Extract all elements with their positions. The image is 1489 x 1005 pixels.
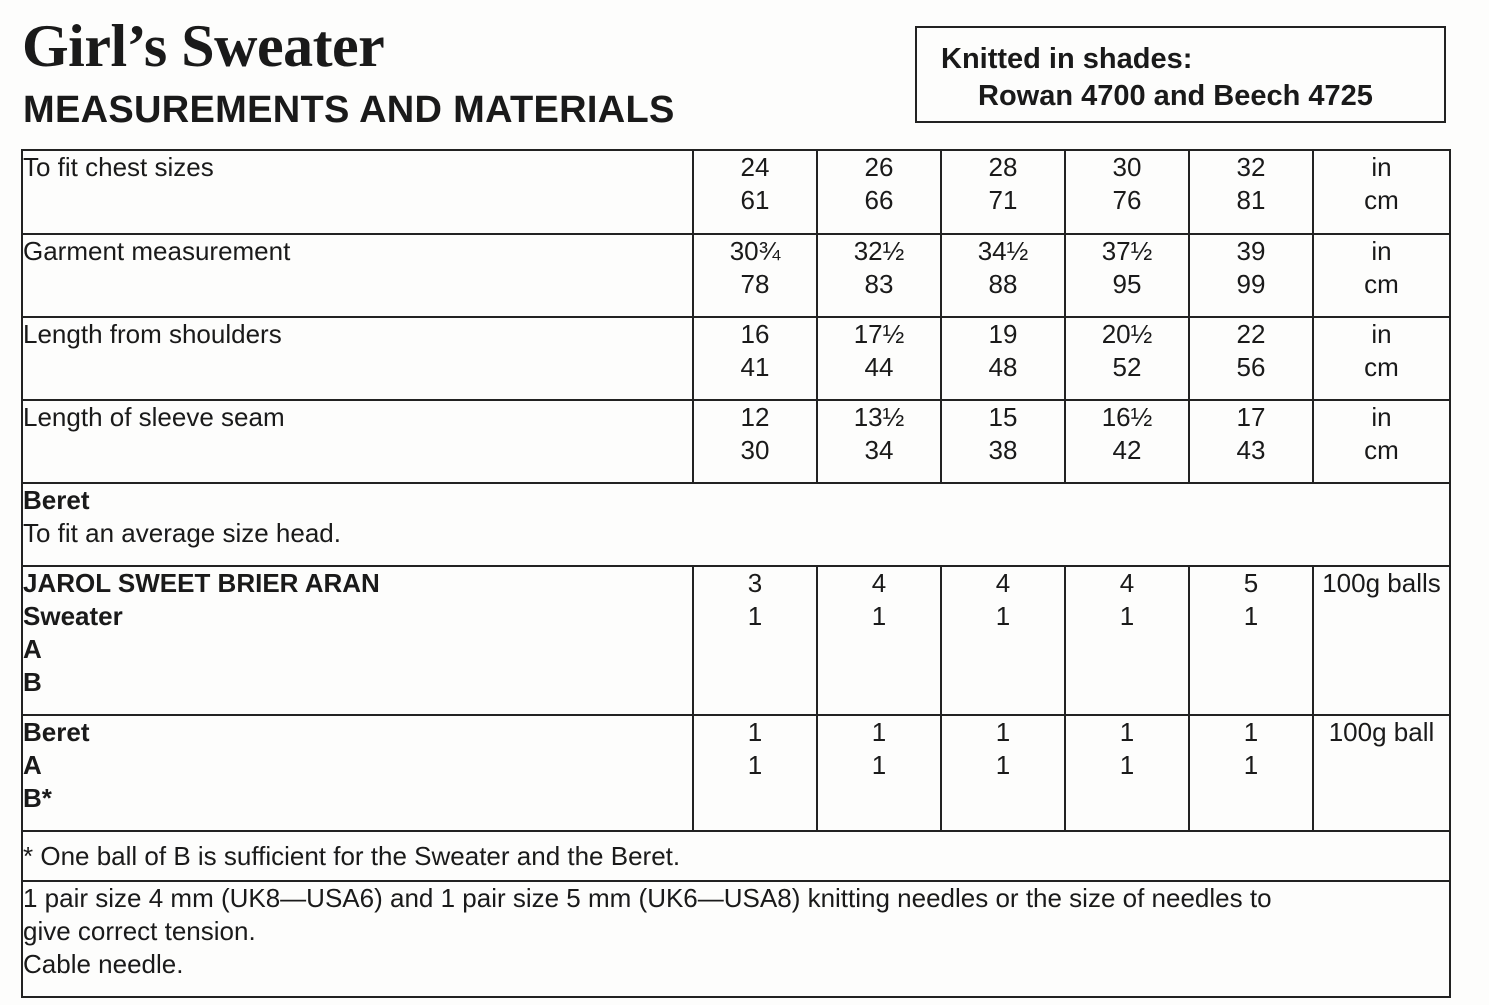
value-cm: 71 (988, 185, 1018, 215)
value-b: 1 (995, 750, 1011, 780)
value-b: 1 (871, 750, 887, 780)
value-b: 1 (1243, 601, 1259, 631)
value-a: 4 (995, 568, 1011, 598)
value-in: 13½ (853, 402, 905, 432)
size-cell (1065, 715, 1189, 831)
value-cm: 78 (740, 269, 770, 299)
value-in: 16½ (1101, 402, 1153, 432)
page-subtitle: MEASUREMENTS AND MATERIALS (23, 89, 675, 131)
value-cm: 44 (864, 352, 894, 382)
size-cell (693, 150, 817, 234)
needles-cell (22, 881, 1450, 997)
value-b: 1 (995, 601, 1011, 631)
table-row-garment (22, 234, 1450, 317)
value-in: 39 (1236, 236, 1266, 266)
value-in: 37½ (1101, 236, 1153, 266)
sweater-heading: Sweater (23, 601, 123, 631)
value-cm: 81 (1236, 185, 1266, 215)
page-title: Girl’s Sweater (22, 13, 385, 79)
value-a: 1 (747, 717, 763, 747)
value-cm: 56 (1236, 352, 1266, 382)
size-cell (817, 150, 941, 234)
table-row-needles (22, 881, 1450, 997)
size-cell (817, 715, 941, 831)
size-cell (1065, 317, 1189, 400)
value-a: 1 (1243, 717, 1259, 747)
needles-line-3: Cable needle. (23, 949, 184, 979)
value-in: 15 (988, 402, 1018, 432)
sweater-a-label: A (23, 634, 42, 664)
beret-b-label: B* (23, 783, 52, 813)
size-cell (1189, 234, 1313, 317)
value-cm: 42 (1112, 435, 1142, 465)
row-label: Garment measurement (22, 234, 693, 317)
value-a: 4 (1119, 568, 1135, 598)
shades-box (915, 26, 1446, 123)
value-in: 17½ (853, 319, 905, 349)
value-in: 30 (1112, 152, 1142, 182)
size-cell (941, 317, 1065, 400)
row-label: Length of sleeve seam (22, 400, 693, 483)
unit-cm: cm (1364, 352, 1399, 382)
value-cm: 66 (864, 185, 894, 215)
size-cell (693, 400, 817, 483)
size-cell (693, 317, 817, 400)
row-label: To fit chest sizes (22, 150, 693, 234)
value-in: 20½ (1101, 319, 1153, 349)
unit-in: in (1371, 402, 1392, 432)
size-cell (693, 566, 817, 715)
value-b: 1 (1119, 601, 1135, 631)
value-cm: 52 (1112, 352, 1142, 382)
unit-in: in (1371, 319, 1392, 349)
value-in: 34½ (977, 236, 1029, 266)
size-cell (817, 317, 941, 400)
size-cell (1065, 150, 1189, 234)
value-in: 17 (1236, 402, 1266, 432)
table-row-footnote (22, 831, 1450, 881)
shades-colors: Rowan 4700 and Beech 4725 (978, 80, 1373, 112)
value-b: 1 (747, 750, 763, 780)
size-cell (1065, 234, 1189, 317)
unit-cm: cm (1364, 435, 1399, 465)
size-cell (1189, 715, 1313, 831)
table-row-chest (22, 150, 1450, 234)
value-cm: 41 (740, 352, 770, 382)
value-cm: 99 (1236, 269, 1266, 299)
value-a: 5 (1243, 568, 1259, 598)
table-row-sweater-yarn (22, 566, 1450, 715)
unit-cell (1313, 400, 1450, 483)
value-cm: 48 (988, 352, 1018, 382)
beret-heading: Beret (23, 717, 90, 747)
size-cell (941, 566, 1065, 715)
value-a: 3 (747, 568, 763, 598)
value-cm: 83 (864, 269, 894, 299)
value-a: 4 (871, 568, 887, 598)
value-cm: 76 (1112, 185, 1142, 215)
beret-note-cell (22, 483, 1450, 566)
size-cell (941, 150, 1065, 234)
value-in: 32½ (853, 236, 905, 266)
footnote: * One ball of B is sufficient for the Sweater and the Beret. (22, 831, 1450, 881)
unit-cell (1313, 234, 1450, 317)
value-a: 1 (1119, 717, 1135, 747)
value-in: 16 (740, 319, 770, 349)
table-row-beret-note (22, 483, 1450, 566)
yarn-name: JAROL SWEET BRIER ARAN (23, 568, 380, 598)
value-cm: 38 (988, 435, 1018, 465)
value-in: 28 (988, 152, 1018, 182)
unit-cm: cm (1364, 185, 1399, 215)
value-cm: 95 (1112, 269, 1142, 299)
size-cell (941, 400, 1065, 483)
value-cm: 30 (740, 435, 770, 465)
value-in: 26 (864, 152, 894, 182)
table-row-sleeve-seam (22, 400, 1450, 483)
value-cm: 34 (864, 435, 894, 465)
value-a: 1 (995, 717, 1011, 747)
size-cell (1189, 150, 1313, 234)
unit-in: in (1371, 236, 1392, 266)
value-in: 12 (740, 402, 770, 432)
measurements-materials-table (21, 149, 1451, 998)
value-a: 1 (871, 717, 887, 747)
table-row-length-shoulders (22, 317, 1450, 400)
unit-cell: 100g balls (1313, 566, 1450, 715)
size-cell (1065, 400, 1189, 483)
value-in: 32 (1236, 152, 1266, 182)
size-cell (941, 234, 1065, 317)
size-cell (693, 234, 817, 317)
value-cm: 43 (1236, 435, 1266, 465)
size-cell (1065, 566, 1189, 715)
needles-line-1: 1 pair size 4 mm (UK8—USA6) and 1 pair size 5 mm (UK6—USA8) knitting needles or the size of needles to (23, 883, 1272, 913)
size-cell (817, 566, 941, 715)
value-b: 1 (1243, 750, 1259, 780)
beret-yarn-labels (22, 715, 693, 831)
beret-note-heading: Beret (23, 485, 90, 515)
sweater-yarn-labels (22, 566, 693, 715)
size-cell (941, 715, 1065, 831)
value-in: 19 (988, 319, 1018, 349)
shades-heading: Knitted in shades: (941, 43, 1193, 75)
size-cell (1189, 566, 1313, 715)
unit-cell (1313, 317, 1450, 400)
needles-line-2: give correct tension. (23, 916, 256, 946)
unit-in: in (1371, 152, 1392, 182)
value-cm: 61 (740, 185, 770, 215)
unit-cell (1313, 150, 1450, 234)
beret-a-label: A (23, 750, 42, 780)
value-cm: 88 (988, 269, 1018, 299)
value-b: 1 (871, 601, 887, 631)
sweater-b-label: B (23, 667, 42, 697)
value-in: 24 (740, 152, 770, 182)
size-cell (1189, 317, 1313, 400)
size-cell (817, 400, 941, 483)
value-b: 1 (1119, 750, 1135, 780)
size-cell (817, 234, 941, 317)
value-b: 1 (747, 601, 763, 631)
size-cell (693, 715, 817, 831)
unit-cell: 100g ball (1313, 715, 1450, 831)
size-cell (1189, 400, 1313, 483)
value-in: 30¾ (729, 236, 781, 266)
row-label: Length from shoulders (22, 317, 693, 400)
value-in: 22 (1236, 319, 1266, 349)
unit-cm: cm (1364, 269, 1399, 299)
beret-note-text: To fit an average size head. (23, 518, 341, 548)
table-row-beret-yarn (22, 715, 1450, 831)
